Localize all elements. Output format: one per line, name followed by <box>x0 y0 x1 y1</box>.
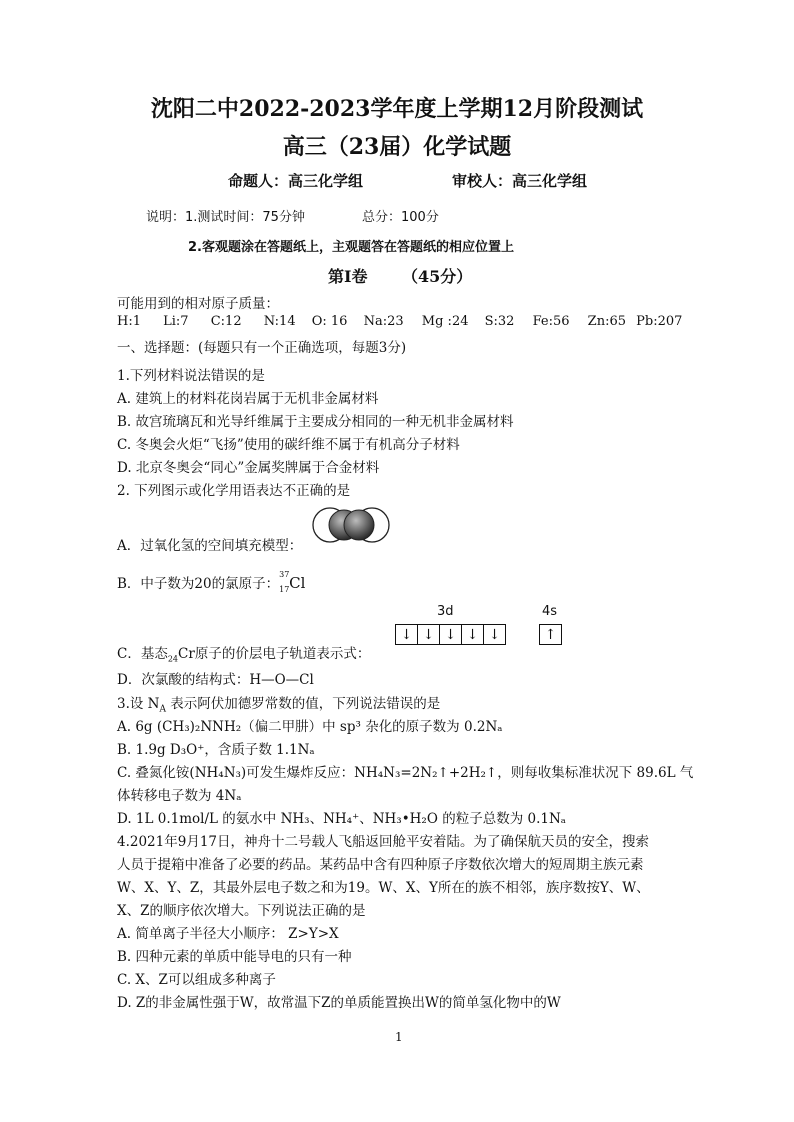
isotope-mass-number: 37 <box>279 569 290 579</box>
q3-option-d: D. 1L 0.1mol/L 的氨水中 NH₃、NH₄⁺、NH₃•H₂O 的粒子总数为 0.1Nₐ <box>117 811 566 827</box>
orbital-label-4s: 4s <box>542 604 558 619</box>
mass-item: Na:23 <box>363 314 404 329</box>
q2-option-c-prefix: C．基态 <box>117 646 168 662</box>
orbital-box: ↓ <box>395 624 418 645</box>
q3-option-c-line2: 体转移电子数为 4Nₐ <box>117 788 242 804</box>
mass-item: Pb:207 <box>636 314 683 329</box>
q4-option-b: B. 四种元素的单质中能导电的只有一种 <box>117 949 352 965</box>
space-filling-model-image <box>310 505 392 545</box>
mass-item: C:12 <box>210 314 242 329</box>
q2-option-b <box>117 569 309 594</box>
q4-stem-line2: 人员于提箱中准备了必要的药品。某药品中含有四种原子序数依次增大的短周期主族元素 <box>117 857 644 873</box>
q2-option-a: A．过氧化氢的空间填充模型： <box>117 538 303 554</box>
note-answer-rule: 2.客观题涂在答题纸上，主观题答在答题纸的相应位置上 <box>188 240 514 255</box>
q4-option-d: D. Z的非金属性强于W，故常温下Z的单质能置换出W的简单氢化物中的W <box>117 995 561 1011</box>
orbital-box: ↓ <box>483 624 506 645</box>
q4-stem-line4: X、Z的顺序依次增大。下列说法正确的是 <box>117 903 366 919</box>
mass-item: Fe:56 <box>532 314 570 329</box>
q1-option-d: D. 北京冬奥会“同心”金属奖牌属于合金材料 <box>117 460 380 476</box>
isotope-symbol: Cl <box>289 573 306 592</box>
q1-option-b: B. 故宫琉璃瓦和光导纤维属于主要成分相同的一种无机非金属材料 <box>117 414 514 430</box>
page-number: 1 <box>395 1030 403 1044</box>
orbital-diagram-4s <box>539 624 561 645</box>
q4-stem-line3: W、X、Y、Z，其最外层电子数之和为19。W、X、Y所在的族不相邻，族序数按Y、W、 <box>117 880 650 896</box>
q2-option-c-text: Cr原子的价层电子轨道表示式： <box>178 646 371 662</box>
author-line: 命题人：高三化学组 <box>228 172 364 190</box>
q3-option-b: B. 1.9g D₃O⁺，含质子数 1.1Nₐ <box>117 742 315 758</box>
q4-option-a: A. 简单离子半径大小顺序： Z>Y>X <box>117 926 339 942</box>
mass-item: S:32 <box>484 314 515 329</box>
q3-option-c-line1: C. 叠氮化铵(NH₄N₃)可发生爆炸反应：NH₄N₃=2N₂↑+2H₂↑，则每收集标准状况下 89.6L 气 <box>117 765 694 781</box>
masses-intro: 可能用到的相对原子质量： <box>117 296 279 312</box>
orbital-label-3d: 3d <box>437 604 454 619</box>
reviewer-line: 审校人：高三化学组 <box>452 172 588 190</box>
q1-option-a: A. 建筑上的材料花岗岩属于无机非金属材料 <box>117 391 379 407</box>
masses-row <box>117 314 682 329</box>
q1-option-c: C. 冬奥会火炬“飞扬”使用的碳纤维不属于有机高分子材料 <box>117 437 460 453</box>
orbital-diagram-3d <box>395 624 505 645</box>
q4-option-c: C. X、Z可以组成多种离子 <box>117 972 276 988</box>
q4-stem-line1: 4.2021年9月17日，神舟十二号载人飞船返回舱平安着陆。为了确保航天员的安全，搜索 <box>117 834 650 850</box>
avogadro-subscript: A <box>159 704 166 715</box>
orbital-box: ↓ <box>439 624 462 645</box>
exam-subtitle: 高三（23届）化学试题 <box>282 134 512 160</box>
mass-item: Mg :24 <box>421 314 469 329</box>
orbital-box: ↓ <box>461 624 484 645</box>
q2-option-b-text: B．中子数为20的氯原子： <box>117 576 280 592</box>
section-score: （45分） <box>402 267 473 286</box>
q3-stem-prefix: 3.设 N <box>117 696 160 712</box>
section-title: 第Ⅰ卷 <box>328 267 368 286</box>
note-time: 说明：1.测试时间：75分钟 <box>146 210 305 225</box>
chromium-atomic-number: 24 <box>167 654 179 664</box>
isotope-atomic-number: 17 <box>279 584 290 594</box>
mass-item: N:14 <box>263 314 296 329</box>
q2-option-d: D．次氯酸的结构式：H—O—Cl <box>117 672 314 688</box>
mass-item: Li:7 <box>163 314 189 329</box>
q3-option-a: A. 6g (CH₃)₂NNH₂（偏二甲肼）中 sp³ 杂化的原子数为 0.2Nₐ <box>117 719 503 735</box>
mass-item: H:1 <box>117 314 141 329</box>
mass-item: O: 16 <box>311 314 348 329</box>
q2-option-c <box>117 642 370 664</box>
exam-title: 沈阳二中2022-2023学年度上学期12月阶段测试 <box>150 96 644 122</box>
q2-stem: 2. 下列图示或化学用语表达不正确的是 <box>117 483 351 499</box>
note-score: 总分：100分 <box>362 210 439 225</box>
orbital-box: ↑ <box>539 624 562 645</box>
part-one-heading: 一、选择题：(每题只有一个正确选项，每题3分) <box>117 340 407 356</box>
mass-item: Zn:65 <box>587 314 626 329</box>
q3-stem <box>117 692 440 715</box>
q3-stem-text: 表示阿伏加德罗常数的值，下列说法错误的是 <box>165 696 441 712</box>
q1-stem: 1.下列材料说法错误的是 <box>117 368 265 384</box>
orbital-box: ↓ <box>417 624 440 645</box>
